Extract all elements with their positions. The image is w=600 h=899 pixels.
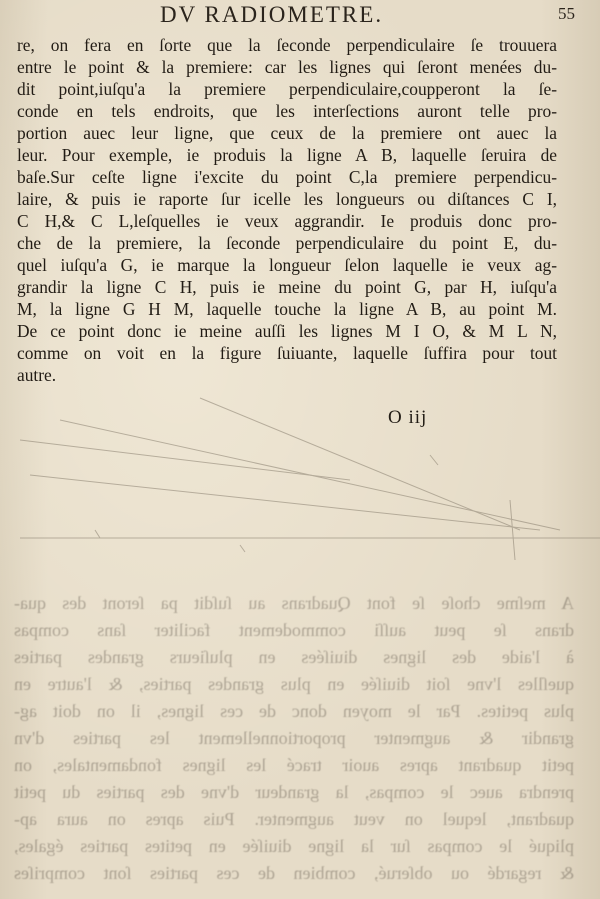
bleed-line <box>95 530 100 538</box>
text-line: dit point,iuſqu'a la premiere perpendiculaire,coupperont la ſe- <box>17 79 557 99</box>
text-line: quel iuſqu'a G, ie marque la longueur ſelon laquelle ie veux ag- <box>17 255 557 275</box>
text-line: leur. Pour exemple, ie produis la ligne A B, laquelle ſeruira de <box>17 145 557 165</box>
bleed-line: queſlles l'vne ſoit diuiſée en plus grandes parties, & l'autre en <box>14 674 574 694</box>
bleed-line: plus petites. Par le moyen donc de ces lignes, il on doit ag- <box>14 701 574 721</box>
text-line: entre le point & la premiere: car les lignes qui ſeront menées du- <box>17 57 557 77</box>
text-line: re, on fera en ſorte que la ſeconde perpendiculaire ſe trouuera <box>17 35 557 55</box>
text-line: conde en tels endroits, que les interſections auront telle pro- <box>17 101 557 121</box>
text-line: che de la premiere, la ſeconde perpendiculaire du point E, du- <box>17 233 557 253</box>
bleed-line: quadrant, lequel on veut augmenter. Puis apres on aura ap- <box>14 809 574 829</box>
bleed-line <box>430 455 438 465</box>
running-head: DV RADIOMETRE. <box>160 2 384 27</box>
page-number: 55 <box>558 4 575 23</box>
bleed-line: drans ſe peut auſſi commodement faciliter ſans compas <box>14 620 574 640</box>
bleed-line <box>30 475 540 530</box>
body-text <box>17 34 557 386</box>
text-line: De ce point donc ie meine auſſi les lignes M I O, & M L N, <box>17 321 557 341</box>
text-line: C H,& C L,leſquelles ie veux aggrandir. Ie produis donc pro- <box>17 211 557 231</box>
signature-mark: O iij <box>388 407 428 428</box>
text-line: portion auec leur ligne, que ceux de la premiere ont auec la <box>17 123 557 143</box>
bleed-line: petit quadrant apres auoir tracé les lignes fondamentales, on <box>14 755 574 775</box>
bleed-line: A meſme choſe ſe font Quadrans au ſuſdit pa ſeront des qua- <box>14 593 574 613</box>
text-line: M, la ligne G H M, laquelle touche la ligne A B, au point M. <box>17 299 557 319</box>
bleed-line <box>240 545 245 552</box>
bleed-line: pliqué le compas ſur la ligne diuiſée en petites parties égales, <box>14 836 574 856</box>
bleed-line: prendra auec le compas, la grandeur d'vne des parties du petit <box>14 782 574 802</box>
bleed-through-figure <box>0 380 600 580</box>
page-header <box>0 2 600 32</box>
text-line: laire, & puis ie raporte ſur icelle les longueurs ou diſtances C I, <box>17 189 557 209</box>
bleed-through-text <box>14 590 574 887</box>
text-line: baſe.Sur ceſte ligne i'excite du point C,la premiere perpendicu- <box>17 167 557 187</box>
bleed-line: à l'aide des lignes diuiſées en pluſieurs grandes parties <box>14 647 574 667</box>
text-line: comme on voit en la figure ſuiuante, laquelle ſuffira pour tout <box>17 343 557 363</box>
text-line: grandir la ligne C H, puis ie meine du point G, par H, iuſqu'a <box>17 277 557 297</box>
bleed-line <box>510 500 515 560</box>
text-line: autre. <box>17 365 57 385</box>
bleed-line <box>20 440 350 480</box>
bleed-line: grandir & augmenter proportionnellement les parties d'vn <box>14 728 574 748</box>
bleed-line: & regardé ou obſerué, combien de ces parties ſont compriſes <box>14 863 574 883</box>
